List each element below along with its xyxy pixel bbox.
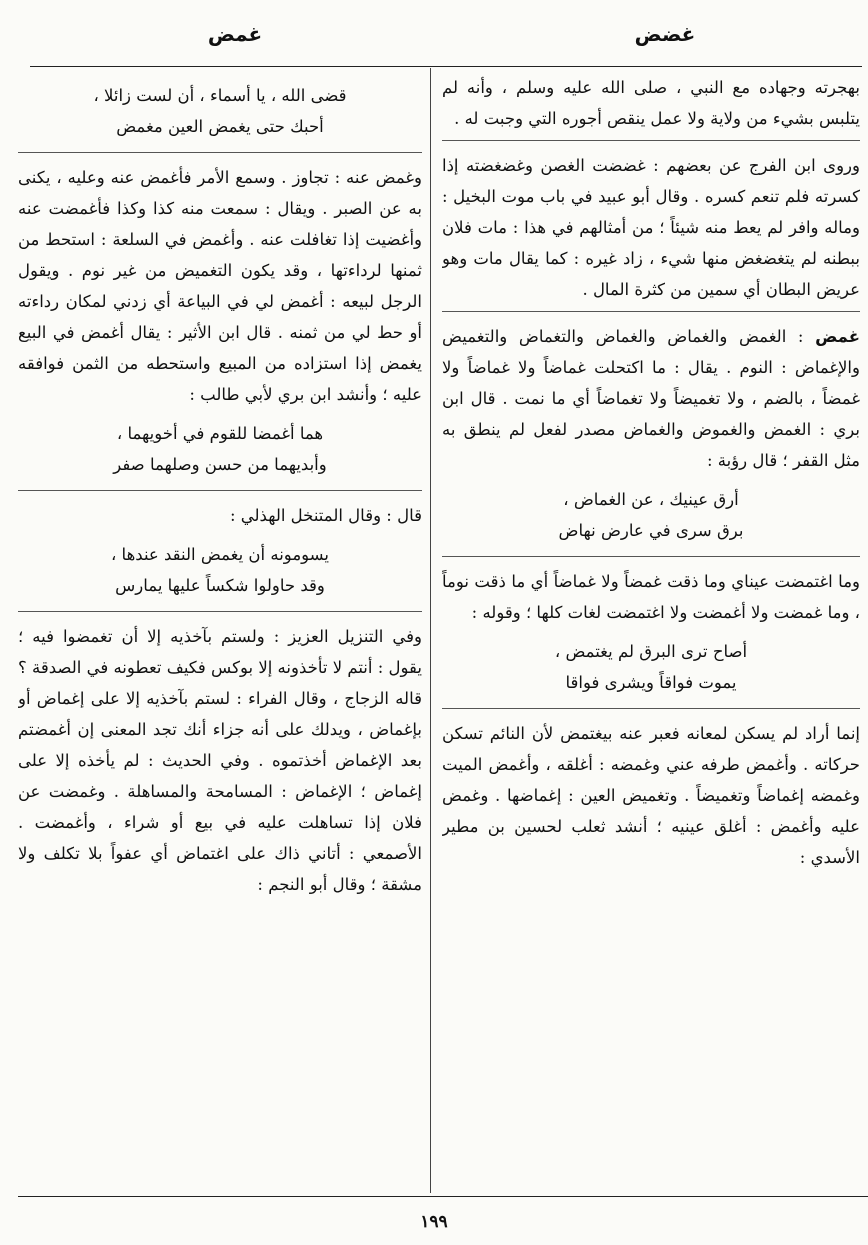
verse-line: قضى الله ، يا أسماء ، أن لست زائلا ، — [93, 86, 347, 105]
left-paragraph-2: قال : وقال المتنخل الهذلي : — [229, 506, 422, 525]
page-header — [0, 22, 868, 58]
left-running-headword: غمض — [207, 22, 263, 46]
right-paragraph-1: بهجرته وجهاده مع النبي ، صلى الله عليه وسلم ، وأنه لم يتلبس بشيء من ولاية ولا عمل ينقص أجوره التي وجبت له . — [442, 78, 860, 128]
right-column — [442, 72, 860, 1192]
right-running-headword: غضض — [634, 22, 696, 46]
paragraph-separator — [442, 140, 860, 142]
right-verse-2 — [442, 636, 860, 698]
footer-rule — [18, 1196, 868, 1197]
column-divider — [430, 68, 431, 1193]
entry-headword: غمض — [815, 327, 860, 346]
verse-line: أصاح ترى البرق لم يغتمض ، — [554, 642, 748, 661]
verse-line: وأبديهما من حسن وصلهما صفر — [113, 455, 327, 474]
left-verse-2 — [18, 539, 422, 601]
right-paragraph-4: وما اغتمضت عيناي وما ذقت غمضاً ولا غماضاً أي ما ذقت نوماً ، وما غمضت ولا أغمضت ولا اغتمضت لغات كلها ؛ وقوله : — [442, 572, 860, 622]
header-rule — [30, 66, 862, 67]
right-paragraph-3: : الغمض والغماض والغماض والتغماض والتغميض والإغماض : النوم . يقال : ما اكتحلت غماضاً ولا غماضاً ولا غمضاً ، بالضم ، ولا تغميضاً ولا تغماضاً أي ما نمت . قال ابن بري : الغمض والغموض والغماض مصدر لفعل لم ينطق به مثل القفر ؛ قال رؤبة : — [442, 327, 860, 470]
left-verse-0 — [18, 80, 422, 142]
verse-line: هما أغمضا للقوم في أخويهما ، — [116, 424, 324, 443]
verse-line: يموت فواقاً ويشرى فواقا — [565, 673, 737, 692]
right-entry-paragraph — [442, 321, 860, 476]
right-verse-1 — [442, 484, 860, 546]
page-number: ١٩٩ — [420, 1212, 448, 1232]
right-paragraph-5: إنما أراد لم يسكن لمعانه فعبر عنه بيغتمض لأن النائم تسكن حركاته . وأغمض طرفه عني وغمضه : أغلقه ، وأغمض الميت وغمضه إغماضاً وتغميضاً . وتغميض العين : إغماضها . وغمض عليه وأغمض : أغلق عينيه ؛ أنشد ثعلب لحسين بن مطير الأسدي : — [442, 724, 860, 867]
verse-line: برق سرى في عارض نهاض — [558, 521, 744, 540]
right-paragraph-2: وروى ابن الفرج عن بعضهم : غضضت الغصن وغضغضته إذا كسرته فلم تنعم كسره . وقال أبو عبيد في باب موت البخيل : وماله وافر لم يعط منه شيئاً ؛ من أمثالهم في هذا : مات فلان ببطنه لم يتغضغض منها شيء ، زاد غيره : كما يقال مات وهو عريض البطان أي سمين من كثرة المال . — [442, 156, 860, 299]
paragraph-separator — [18, 490, 422, 492]
verse-line: أحبك حتى يغمض العين مغمض — [116, 117, 324, 136]
paragraph-separator — [18, 611, 422, 613]
left-paragraph-3: وفي التنزيل العزيز : ولستم بآخذيه إلا أن تغمضوا فيه ؛ يقول : أنتم لا تأخذونه إلا بوكس فكيف تعطونه في الصدقة ؟ قاله الزجاج ، وقال الفراء : لستم بآخذيه إلا على إغماض أو بإغماض ، ويدلك على أنه جزاء أنك تجد المعنى إن أغمضتم بعد الإغماض أخذتموه . وفي الحديث : لم يأخذه إلا على إغماض ؛ الإغماض : المسامحة والمساهلة . وغمضت عن فلان إذا تساهلت عليه في بيع أو شراء ، وأغمضت . الأصمعي : أتاني ذاك على اغتماض أي عفواً بلا تكلف ولا مشقة ؛ وقال أبو النجم : — [18, 627, 422, 894]
verse-line: وقد حاولوا شكساً عليها يمارس — [115, 576, 325, 595]
left-verse-1 — [18, 418, 422, 480]
verse-line: يسومونه أن يغمض النقد عندها ، — [110, 545, 329, 564]
left-paragraph-1: وغمض عنه : تجاوز . وسمع الأمر فأغمض عنه وعليه ، يكنى به عن الصبر . ويقال : سمعت منه كذا وكذا فأغمضت عنه وأغضيت إذا تغافلت عنه . وأغمض في السلعة : استحط من ثمنها لرداءتها ، وقد يكون التغميض من غير نوم . ويقول الرجل لبيعه : أغمض لي في البياعة أي زدني لمكان رداءته أو حط لي من ثمنه . قال ابن الأثير : يقال أغمض في البيع يغمض إذا استزاده من المبيع واستحطه من الثمن فوافقه عليه ؛ وأنشد ابن بري لأبي طالب : — [18, 168, 422, 404]
verse-line: أرق عينيك ، عن الغماض ، — [563, 490, 739, 509]
paragraph-separator — [442, 556, 860, 558]
paragraph-separator — [18, 152, 422, 154]
paragraph-separator — [442, 311, 860, 313]
paragraph-separator — [442, 708, 860, 710]
left-column — [18, 72, 422, 1192]
